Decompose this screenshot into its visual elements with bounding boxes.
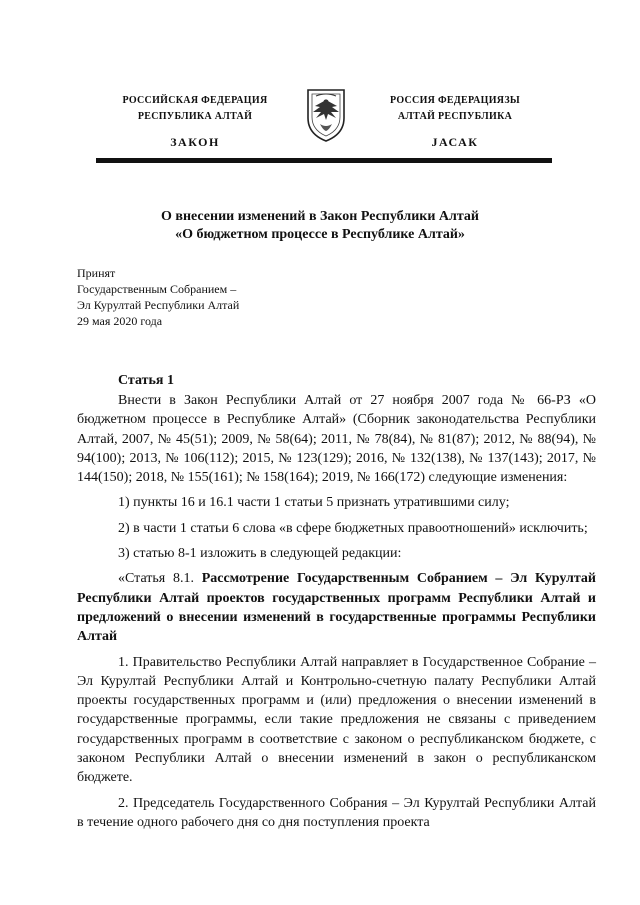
title-line-2: «О бюджетном процессе в Республике Алтай» <box>175 227 465 242</box>
paragraph-item-1: 1) пункты 16 и 16.1 части 1 статьи 5 признать утратившими силу; <box>118 495 510 511</box>
paragraph-intro: Внести в Закон Республики Алтай от 27 ноября 2007 года № 66-РЗ «О бюджетном процессе в Республике Алтай» (Сборник законодательства Республики Алтай, 2007, № 45(51); 2009, № 58(64); 2011, № 78(84), № 81(87); 2012, № 88(94), № 94(100); 2013, № 106(112); 2015, № 123(129); 2016, № 132(138), № 137(143); 2017, № 144(150); 2018, № 155(161); № 158(164); 2019, № 166(172) следующие изменения: <box>77 393 596 486</box>
header-left-doc-type: ЗАКОН <box>170 135 220 149</box>
adopted-line-2: Государственным Собранием – <box>77 282 237 296</box>
header-left-country: РОССИЙСКАЯ ФЕДЕРАЦИЯ <box>122 95 268 106</box>
adopted-line-1: Принят <box>77 266 116 280</box>
adopted-line-3: Эл Курултай Республики Алтай <box>77 298 240 312</box>
paragraph-point-1: 1. Правительство Республики Алтай направляет в Государственное Собрание – Эл Курултай Республики Алтай и Контрольно-счетную палату Республики Алтай проекты государственных программ и (или) предложения о внесении изменений в государственные программы, если такие предложения не связаны с приведением государственных программ в соответствие с законом о республиканском бюджете, с законом Республики Алтай о внесении изменений в закон о республиканском бюджете. <box>77 654 596 786</box>
article-8-1-title: Рассмотрение Государственным Собранием – Эл Курултай Республики Алтай проектов государственных программ Республики Алтай и предложений о внесении изменений в государственные программы Республики Алтай <box>77 571 596 645</box>
title-line-1: О внесении изменений в Закон Республики Алтай <box>161 209 479 224</box>
paragraph-point-2: 2. Председатель Государственного Собрания – Эл Курултай Республики Алтай в течение одного рабочего дня со дня поступления проекта <box>77 795 596 830</box>
header-left <box>100 93 290 150</box>
article-8-1-prefix: «Статья 8.1. <box>118 571 194 587</box>
article-body <box>77 391 596 832</box>
adoption-block <box>77 265 239 329</box>
header-right-country: РОССИЯ ФЕДЕРАЦИЯЗЫ <box>389 95 521 106</box>
header-divider <box>96 158 552 163</box>
header-left-republic: РЕСПУБЛИКА АЛТАЙ <box>137 111 253 122</box>
header-right-doc-type: JАСАК <box>431 135 479 149</box>
paragraph-item-2: 2) в части 1 статьи 6 слова «в сфере бюджетных правоотношений» исключить; <box>118 520 588 536</box>
paragraph-article-8-1 <box>77 569 596 646</box>
adopted-date: 29 мая 2020 года <box>77 314 163 328</box>
header-right <box>360 93 550 150</box>
document-title <box>70 208 570 244</box>
paragraph-item-3: 3) статью 8-1 изложить в следующей редакции: <box>118 546 402 562</box>
coat-of-arms-icon <box>302 84 350 144</box>
article-heading: Статья 1 <box>118 373 174 388</box>
header-right-republic: АЛТАЙ РЕСПУБЛИКА <box>397 111 513 122</box>
